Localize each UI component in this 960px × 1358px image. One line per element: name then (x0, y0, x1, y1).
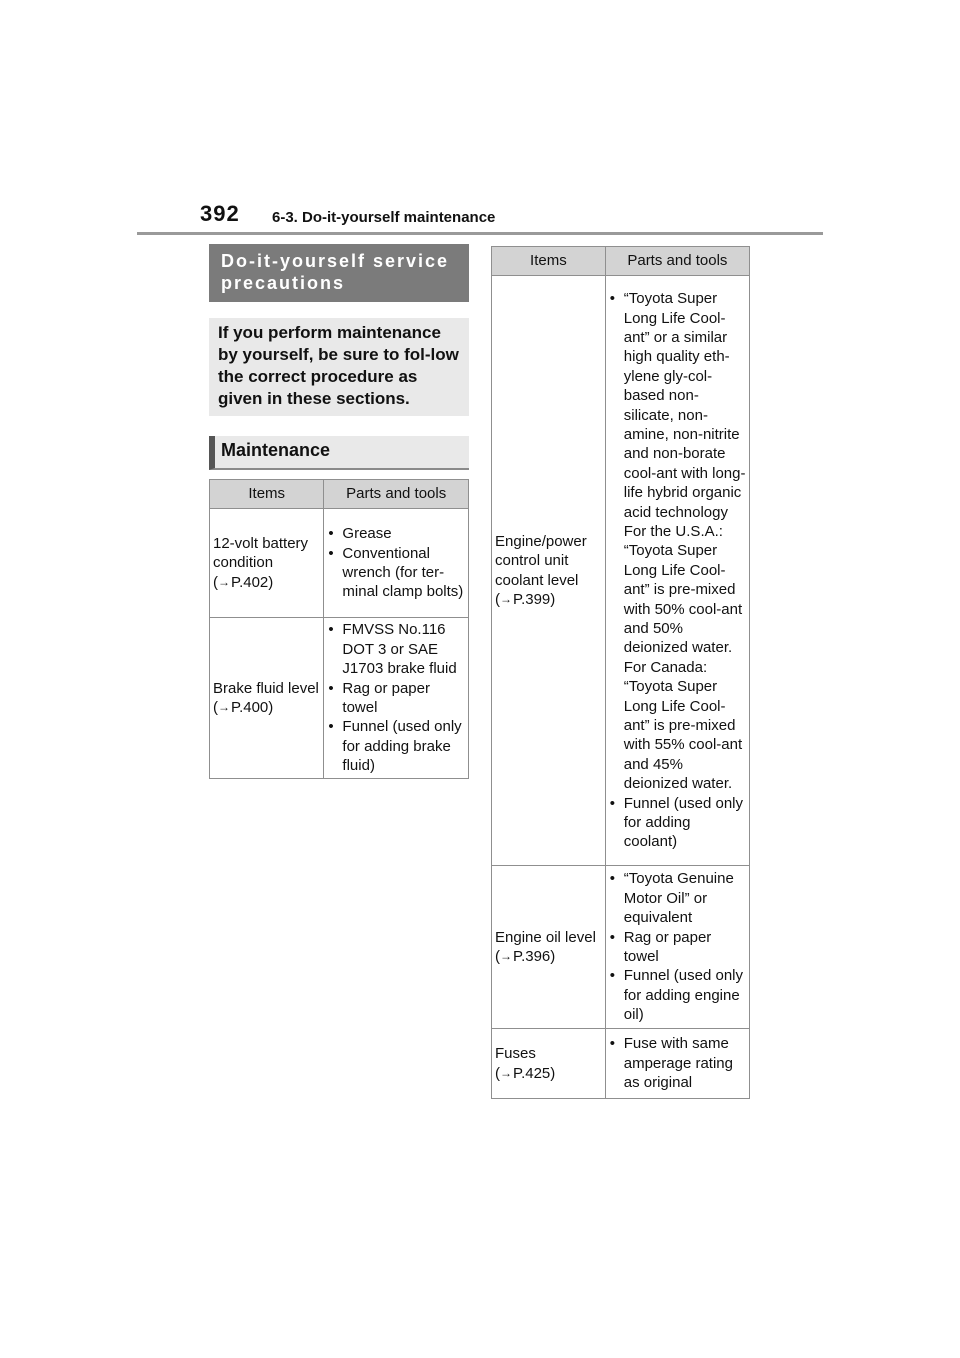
list-item: • Conventional wrench (for ter-minal clamp bolts) (328, 544, 466, 602)
table-row (492, 276, 750, 866)
item-name: Engine oil level (495, 928, 596, 946)
column-header-items: Items (210, 480, 324, 509)
column-header-tools: Parts and tools (605, 247, 749, 276)
list-item: • Fuse with same amperage rating as original (610, 1034, 747, 1092)
list-item: • Funnel (used only for adding engine oil) (610, 966, 747, 1024)
list-item: • “Toyota Super Long Life Cool-ant” or a similar high quality eth-ylene gly-col-based non-silicate, non-amine, non-nitrite and non-borate cool-ant with long-life hybrid organic acid technology For the U.S.A.: “Toyota Super Long Life Cool-ant” is pre-mixed with 50% cool-ant and 50% deionized water. For Canada: “Toyota Super Long Life Cool-ant” is pre-mixed with 55% cool-ant and 45% deionized water. (610, 289, 747, 794)
item-cell: Brake fluid level (→P.400) (210, 618, 324, 779)
table-row (210, 509, 469, 618)
list-item: • Funnel (used only for adding coolant) (610, 794, 747, 852)
maintenance-heading: Maintenance (209, 436, 469, 470)
list-item: • Rag or paper towel (328, 679, 466, 718)
item-name: Fuses (495, 1045, 536, 1063)
page-reference: P.402 (231, 573, 269, 591)
table-row (210, 618, 469, 779)
page-reference: P.396 (513, 948, 551, 965)
page-number: 392 (200, 201, 240, 226)
page-reference: P.400 (231, 699, 269, 716)
precautions-note: If you perform maintenance by yourself, be sure to fol-low the correct procedure as given in these sections. (209, 318, 469, 416)
item-cell: Engine oil level (→P.396) (492, 866, 606, 1029)
tools-list (610, 289, 747, 852)
tools-cell (605, 276, 749, 866)
item-cell: Fuses (→P.425) (492, 1029, 606, 1099)
item-cell: 12-volt battery condition (→P.402) (210, 509, 324, 618)
arrow-right-icon: → (218, 700, 230, 714)
column-header-items: Items (492, 247, 606, 276)
item-name: Brake fluid level (213, 679, 319, 697)
section-title: 6-3. Do-it-yourself maintenance (272, 209, 496, 226)
item-name: 12-volt battery condition (213, 534, 309, 572)
arrow-right-icon: → (500, 1065, 512, 1080)
page-reference: P.399 (513, 590, 551, 608)
table-header-row (492, 247, 750, 276)
page-reference: P.425 (513, 1064, 551, 1082)
maintenance-table-left (209, 479, 469, 779)
header-divider (137, 232, 823, 235)
list-item: • FMVSS No.116 DOT 3 or SAE J1703 brake fluid (328, 620, 466, 678)
tools-cell (324, 509, 469, 618)
table-row (492, 866, 750, 1029)
item-name: Engine/power control unit coolant level (495, 532, 587, 589)
maintenance-table-right (491, 246, 750, 1099)
list-item: • Rag or paper towel (610, 928, 747, 967)
tools-list (610, 869, 747, 1024)
list-item: • Grease (328, 524, 466, 543)
tools-list (610, 1034, 747, 1092)
tools-cell (605, 866, 749, 1029)
arrow-right-icon: → (500, 949, 512, 963)
tools-cell (324, 618, 469, 779)
table-row (492, 1029, 750, 1099)
list-item: • Funnel (used only for adding brake fluid) (328, 717, 466, 775)
page-header (0, 0, 960, 240)
arrow-right-icon: → (218, 574, 230, 589)
list-item: • “Toyota Genuine Motor Oil” or equivalent (610, 869, 747, 927)
precautions-title: Do-it-yourself service precautions (209, 244, 469, 302)
tools-cell (605, 1029, 749, 1099)
item-cell: Engine/power control unit coolant level (→P.399) (492, 276, 606, 866)
column-header-tools: Parts and tools (324, 480, 469, 509)
tools-list (328, 620, 466, 775)
arrow-right-icon: → (500, 591, 512, 606)
tools-list (328, 524, 466, 602)
table-header-row (210, 480, 469, 509)
left-column (209, 244, 469, 470)
